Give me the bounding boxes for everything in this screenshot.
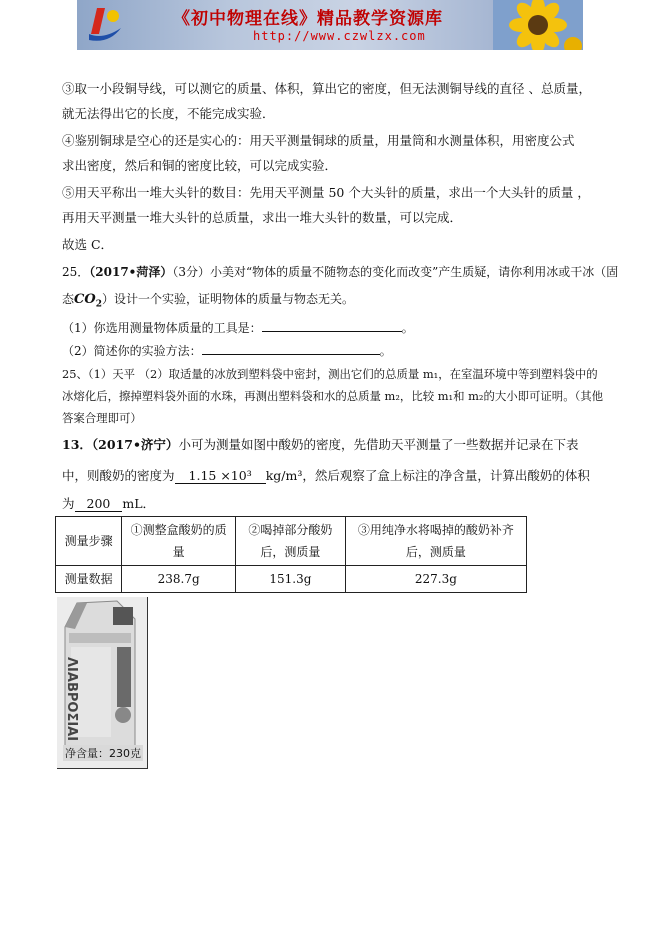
- table-cell: 227.3g: [345, 566, 526, 593]
- part-1-end: 。: [401, 321, 414, 335]
- question-source: （2017•济宁）: [91, 437, 179, 452]
- answer-25-line-3: 答案合理即可）: [62, 411, 142, 425]
- banner-url[interactable]: http://www.czwlzx.com: [253, 29, 426, 43]
- question-text: mL．: [122, 496, 156, 511]
- question-13-line-3: [62, 496, 155, 512]
- question-25-part-1: [62, 319, 414, 336]
- sunflower-icon: [493, 0, 583, 50]
- table-row: [56, 566, 527, 593]
- item-4-line-1: ④鉴别铜球是空心的还是实心的：用天平测量铜球的质量，用量筒和水测量体积，用密度公式: [62, 133, 575, 148]
- table-cell: 238.7g: [122, 566, 236, 593]
- header-banner: [77, 0, 583, 50]
- question-source: （2017•菏泽）: [89, 265, 173, 279]
- table-header-cell: 测量步骤: [56, 517, 122, 566]
- question-25-stem: [62, 264, 618, 280]
- yogurt-box-image: [57, 597, 148, 769]
- question-text: kg/m³，然后观察了盒上标注的净含量，计算出酸奶的体积: [265, 468, 590, 483]
- table-header-cell: ③用纯净水将喝掉的酸奶补齐后，测质量: [345, 517, 526, 566]
- question-13-line-2: [62, 468, 590, 484]
- question-25-part-2: [62, 342, 392, 359]
- question-number: 25．: [62, 265, 90, 279]
- co2-formula: CO: [74, 292, 96, 307]
- answer-blank-1[interactable]: [262, 319, 402, 332]
- co2-subscript: 2: [95, 299, 102, 310]
- answer-25-line-1: 25、（1）天平 （2）取适量的冰放到塑料袋中密封，测出它们的总质量 m₁，在室温环境中等到塑料袋中的: [62, 367, 598, 381]
- part-2-label: （2）简述你的实验方法：: [62, 344, 202, 358]
- question-text: 中，则酸奶的密度为: [62, 468, 175, 483]
- brand-label: ΛΙΑΒΡΟΣΙΑΙ: [64, 657, 79, 742]
- item-5-line-2: 再用天平测量一堆大头针的总质量，求出一堆大头针的数量，可以完成．: [62, 210, 463, 225]
- answer-25-line-2: 冰熔化后，擦掉塑料袋外面的水珠，再测出塑料袋和水的总质量 m₂，比较 m₁和 m₂的大小即可证明。（其他: [62, 389, 604, 403]
- table-header-cell: ②喝掉部分酸奶后，测质量: [236, 517, 346, 566]
- volume-answer: 200: [75, 496, 123, 512]
- answer-choice: 故选 C．: [62, 237, 114, 252]
- question-text: （3分）小美对“物体的质量不随物态的变化而改变”产生质疑，请你利用冰或干冰（固: [172, 265, 619, 279]
- measurement-table: [55, 516, 527, 593]
- answer-blank-2[interactable]: [202, 342, 380, 355]
- question-text: 态: [62, 292, 75, 306]
- table-header-cell: ①测整盒酸奶的质量: [122, 517, 236, 566]
- question-13-stem: [62, 437, 578, 453]
- item-4-line-2: 求出密度，然后和铜的密度比较，可以完成实验．: [62, 158, 338, 173]
- question-number: 13．: [62, 437, 92, 452]
- item-3-line-1: ③取一小段铜导线，可以测它的质量、体积，算出它的密度，但无法测铜导线的直径 、总质量，: [62, 81, 591, 96]
- question-text: ）设计一个实验，证明物体的质量与物态无关。: [101, 292, 354, 306]
- site-logo-icon: [83, 4, 127, 46]
- net-content-label: 净含量：230克: [65, 747, 141, 760]
- question-text: 小可为测量如图中酸奶的密度，先借助天平测量了一些数据并记录在下表: [178, 437, 579, 452]
- table-cell: 测量数据: [56, 566, 122, 593]
- table-cell: 151.3g: [236, 566, 346, 593]
- item-3-line-2: 就无法得出它的长度，不能完成实验．: [62, 106, 275, 121]
- part-1-label: （1）你选用测量物体质量的工具是：: [62, 321, 262, 335]
- banner-title: 《初中物理在线》精品教学资源库: [173, 9, 443, 29]
- density-answer: 1.15 ×10³: [175, 468, 266, 484]
- table-row: [56, 517, 527, 566]
- question-text: 为: [62, 496, 75, 511]
- part-2-end: 。: [379, 344, 392, 358]
- item-5-line-1: ⑤用天平称出一堆大头针的数目：先用天平测量 50 个大头针的质量，求出一个大头针的质量 ，: [62, 185, 590, 200]
- question-25-stem-line-2: [62, 291, 354, 312]
